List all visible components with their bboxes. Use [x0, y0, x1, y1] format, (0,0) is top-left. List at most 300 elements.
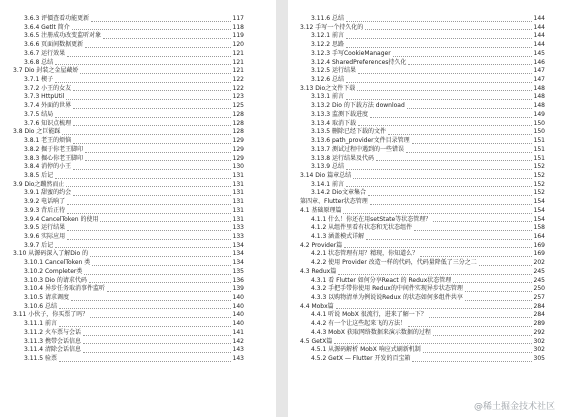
toc-entry-page-number: 151 — [533, 145, 545, 153]
dot-leader — [368, 195, 532, 196]
toc-entry-page-number: 143 — [232, 355, 244, 363]
toc-entry-title: 3.8.2 掘于你老王脚印 — [24, 145, 84, 153]
toc-entry-title: 4.5.2 GetX — Flutter 开发的百宝箱 — [311, 355, 411, 363]
toc-entry-page-number: 134 — [232, 259, 244, 267]
toc-entry-page-number: 148 — [533, 84, 545, 92]
toc-entry-page-number: 148 — [533, 102, 545, 110]
dot-leader — [72, 29, 231, 30]
toc-entry-title: 3.8.4 消停的小王 — [24, 163, 72, 171]
toc-entry[interactable] — [0, 189, 276, 198]
toc-entry-title: 3.10.1 CancelToken 类 — [24, 259, 91, 267]
toc-entry-title: 4.1.1 什么！你还在用setState等状态管理？ — [311, 215, 432, 223]
toc-entry-page-number: 122 — [232, 84, 244, 92]
toc-entry-page-number: 152 — [533, 163, 545, 171]
dot-leader — [107, 291, 231, 292]
toc-entry[interactable] — [288, 207, 567, 216]
toc-entry-title: 4.4.3 MobX 获取网络数据来演示数据的过程 — [311, 328, 431, 336]
toc-entry[interactable] — [288, 285, 567, 294]
dot-leader — [429, 317, 532, 318]
toc-entry-page-number: 143 — [232, 346, 244, 354]
dot-leader — [55, 82, 230, 83]
toc-entry-page-number: 125 — [232, 102, 244, 110]
toc-entry-page-number: 154 — [533, 206, 545, 214]
dot-leader — [85, 160, 230, 161]
dot-leader — [59, 308, 231, 309]
toc-entry-title: 3.9.1 甜蜜的约会 — [24, 189, 72, 197]
toc-entry-title: 3.6.3 评價查看功能更新 — [24, 15, 90, 22]
dot-leader — [358, 125, 532, 126]
toc-entry-title: 4.2 Provider篇 — [300, 241, 343, 249]
toc-entry[interactable] — [0, 111, 276, 120]
toc-entry-page-number: 131 — [232, 189, 244, 197]
dot-leader — [67, 56, 230, 57]
toc-entry-page-number: 147 — [533, 76, 545, 84]
toc-entry-title: 3.12.1 前言 — [311, 32, 344, 40]
toc-entry[interactable] — [288, 355, 567, 364]
dot-leader — [66, 99, 230, 100]
dot-leader — [420, 256, 531, 257]
dot-leader — [453, 282, 531, 283]
dot-leader — [370, 117, 532, 118]
toc-entry-page-number: 140 — [232, 311, 244, 319]
toc-entry-page-number: 152 — [533, 171, 545, 179]
toc-entry-page-number: 250 — [533, 285, 545, 293]
toc-entry[interactable] — [0, 32, 276, 41]
toc-entry-title: 4.3.2 手把手带你使用 Redux的中间件实现异步状态管理 — [311, 285, 463, 293]
right-page — [288, 0, 567, 417]
toc-entry-page-number: 302 — [533, 337, 545, 345]
dot-leader — [357, 90, 531, 91]
toc-entry[interactable] — [0, 163, 276, 172]
toc-entry-title: 3.7.3 HttpUtil — [24, 93, 65, 101]
toc-entry-title: 3.13.5 删除已经下载的文件 — [311, 128, 386, 136]
toc-entry[interactable] — [288, 320, 567, 329]
dot-leader — [80, 73, 230, 74]
toc-entry-page-number: 133 — [232, 224, 244, 232]
toc-entry[interactable] — [0, 76, 276, 85]
dot-leader — [344, 247, 531, 248]
toc-entry-page-number: 151 — [533, 154, 545, 162]
toc-entry[interactable] — [0, 85, 276, 94]
toc-entry-page-number: 169 — [533, 250, 545, 258]
page-gutter — [276, 0, 288, 417]
toc-entry-title: 3.9 Dio之蹦然而止 — [13, 180, 65, 188]
toc-entry[interactable] — [288, 50, 567, 59]
dot-leader — [412, 143, 532, 144]
dot-leader — [346, 47, 532, 48]
toc-entry-title: 3.8.3 掘心你老王脚印 — [24, 154, 84, 162]
dot-leader — [365, 29, 531, 30]
dot-leader — [465, 291, 532, 292]
toc-entry-title: 3.10.3 Dio 的请求代码 — [24, 276, 87, 284]
dot-leader — [90, 256, 230, 257]
dot-leader — [370, 204, 532, 205]
dot-leader — [388, 134, 532, 135]
toc-entry-page-number: 144 — [533, 15, 545, 22]
toc-entry-title: 3.13.3 监测下载进度 — [311, 110, 368, 118]
dot-leader — [73, 169, 230, 170]
toc-entry-title: 3.9.2 电话响了 — [24, 198, 66, 206]
toc-entry-title: 3.12.4 SharedPreferences持久化 — [311, 58, 407, 66]
toc-entry[interactable] — [288, 311, 567, 320]
toc-entry-page-number: 140 — [232, 302, 244, 310]
toc-entry[interactable] — [0, 93, 276, 102]
toc-entry-title: 3.13.7 测试过程中遇到的一些错误 — [311, 145, 404, 153]
dot-leader — [73, 143, 230, 144]
toc-entry[interactable] — [0, 198, 276, 207]
toc-entry-page-number: 302 — [533, 346, 545, 354]
toc-entry-title: 4.3.3 以购物清单为例说说Redux 的状态如何多组件共享 — [311, 294, 463, 301]
toc-entry-page-number: 128 — [232, 110, 244, 118]
dot-leader — [67, 239, 230, 240]
toc-entry[interactable] — [0, 207, 276, 216]
dot-leader — [55, 64, 230, 65]
toc-entry[interactable] — [0, 233, 276, 242]
toc-entry-title: 3.6.4 Getlt 简介 — [24, 23, 70, 31]
toc-entry[interactable] — [288, 93, 567, 102]
toc-entry[interactable] — [288, 41, 567, 50]
dot-leader — [85, 152, 230, 153]
toc-entry-page-number: 131 — [232, 206, 244, 214]
toc-entry[interactable] — [288, 259, 567, 268]
dot-leader — [55, 117, 230, 118]
toc-entry-title: 3.14.1 前言 — [311, 180, 344, 188]
dot-leader — [346, 169, 532, 170]
toc-entry-title: 4.4.2 有一个让这些起来飞的方法！ — [311, 320, 407, 328]
dot-leader — [90, 317, 230, 318]
toc-entry-page-number: 130 — [232, 163, 244, 171]
dot-leader — [412, 361, 531, 362]
toc-entry-page-number: 135 — [232, 267, 244, 275]
toc-entry[interactable] — [0, 172, 276, 181]
dot-leader — [73, 125, 230, 126]
toc-entry-title: 3.9.5 运行结果 — [24, 224, 66, 232]
dot-leader — [408, 64, 531, 65]
toc-entry[interactable] — [0, 311, 276, 320]
toc-entry-page-number: 164 — [533, 232, 545, 240]
left-page — [0, 0, 276, 417]
dot-leader — [83, 335, 231, 336]
toc-entry-page-number: 150 — [533, 128, 545, 136]
toc-entry[interactable] — [288, 216, 567, 225]
toc-entry-title: 第四章、Flutter状态管理 — [300, 198, 368, 206]
toc-entry-page-number: 284 — [533, 302, 545, 310]
toc-entry-page-number: 121 — [232, 58, 244, 66]
toc-entry-page-number: 150 — [533, 119, 545, 127]
toc-entry-title: 4.2.1 状态管理有用？精现，你知道么？ — [311, 250, 419, 258]
toc-entry-page-number: 154 — [533, 198, 545, 206]
dot-leader — [433, 221, 531, 222]
toc-entry[interactable] — [0, 329, 276, 338]
toc-entry[interactable] — [0, 137, 276, 146]
toc-entry-title: 3.11.5 验票 — [24, 355, 57, 363]
dot-leader — [66, 186, 230, 187]
toc-entry-title: 3.7.4 外面的世界 — [24, 102, 72, 110]
toc-entry-page-number: 289 — [533, 320, 545, 328]
toc-entry[interactable] — [288, 198, 567, 207]
toc-entry[interactable] — [288, 32, 567, 41]
toc-entry-title: 3.6.7 运行效果 — [24, 49, 66, 57]
toc-entry-title: 3.8 Dio 之巨能踩 — [13, 128, 61, 136]
toc-entry[interactable] — [288, 294, 567, 303]
dot-leader — [83, 352, 231, 353]
toc-entry[interactable] — [0, 277, 276, 286]
toc-entry[interactable] — [288, 338, 567, 347]
dot-leader — [84, 274, 230, 275]
dot-leader — [376, 160, 532, 161]
toc-entry[interactable] — [288, 102, 567, 111]
toc-entry-page-number: 120 — [232, 41, 244, 49]
toc-entry-page-number: 169 — [533, 241, 545, 249]
toc-entry-page-number: 122 — [232, 76, 244, 84]
dot-leader — [414, 230, 531, 231]
dot-leader — [67, 230, 230, 231]
toc-entry[interactable] — [0, 146, 276, 155]
toc-entry-title: 4.4.1 听说 MobX 很流行，进来了解一下？ — [311, 311, 427, 319]
toc-entry-title: 3.9.6 实际应用 — [24, 232, 66, 240]
toc-entry[interactable] — [288, 250, 567, 259]
toc-entry[interactable] — [0, 250, 276, 259]
toc-entry-page-number: 142 — [232, 337, 244, 345]
toc-entry-title: 3.9.4 CancelToken 的使用 — [24, 215, 99, 223]
toc-entry[interactable] — [288, 155, 567, 164]
toc-entry-page-number: 128 — [232, 119, 244, 127]
dot-leader — [73, 195, 230, 196]
toc-entry-title: 3.7.1 楔子 — [24, 76, 54, 84]
toc-entry-page-number: 158 — [533, 224, 545, 232]
toc-entry[interactable] — [288, 76, 567, 85]
toc-entry[interactable] — [288, 172, 567, 181]
toc-entry-title: 4.3.1 看 Flutter 如何分享React 的 Redux状态管理 — [311, 276, 452, 284]
toc-entry-page-number: 152 — [533, 189, 545, 197]
toc-entry-page-number: 131 — [232, 171, 244, 179]
dot-leader — [100, 221, 230, 222]
dot-leader — [358, 73, 532, 74]
toc-entry[interactable] — [288, 15, 567, 24]
dot-leader — [92, 265, 230, 266]
toc-list-right — [288, 15, 567, 364]
dot-leader — [408, 326, 531, 327]
toc-entry-title: 3.13.6 path_provider文件目录管理 — [311, 137, 410, 145]
dot-leader — [479, 265, 532, 266]
toc-entry-title: 3.9.7 后记 — [24, 241, 54, 249]
toc-entry[interactable] — [0, 224, 276, 233]
dot-leader — [343, 213, 531, 214]
toc-entry-page-number: 134 — [232, 241, 244, 249]
toc-entry-title: 3.7.6 知识点梳理 — [24, 119, 72, 127]
toc-entry-title: 4.3 Redux篇 — [300, 267, 337, 275]
toc-entry-title: 3.10 从源码深入了解Dio 的 — [13, 250, 89, 258]
toc-entry-title: 3.10.4 异步任务取消事件监听 — [24, 285, 105, 293]
toc-entry[interactable] — [0, 216, 276, 225]
toc-entry-page-number: 284 — [533, 311, 545, 319]
toc-entry-title: 3.11.2 火车票与会话 — [24, 328, 81, 336]
toc-entry-page-number: 140 — [232, 320, 244, 328]
dot-leader — [67, 213, 230, 214]
dot-leader — [89, 282, 231, 283]
toc-entry-page-number: 152 — [533, 180, 545, 188]
toc-entry[interactable] — [0, 294, 276, 303]
toc-entry-title: 3.9.3 背后正待 — [24, 206, 66, 214]
dot-leader — [366, 239, 531, 240]
toc-entry[interactable] — [288, 59, 567, 68]
toc-entry-title: 3.7 Dio 封装之金屋藏娇 — [13, 67, 79, 75]
toc-entry-page-number: 128 — [232, 128, 244, 136]
toc-entry-title: 3.7.5 结局 — [24, 110, 54, 118]
dot-leader — [423, 352, 532, 353]
dot-leader — [62, 134, 230, 135]
dot-leader — [59, 326, 231, 327]
toc-entry-page-number: 147 — [533, 67, 545, 75]
dot-leader — [406, 152, 532, 153]
toc-entry[interactable] — [0, 15, 276, 24]
toc-entry-title: 4.4 Mobx篇 — [300, 302, 334, 310]
dot-leader — [73, 108, 230, 109]
toc-entry-title: 3.10.5 请求调度 — [24, 294, 69, 301]
toc-entry-title: 3.13 Dio之文件下载 — [300, 84, 356, 92]
toc-entry-page-number: 129 — [232, 137, 244, 145]
dot-leader — [55, 178, 230, 179]
toc-entry-title: 4.2.2 使用 Provider 改造一样的代码，代码量降低了三分之二 — [311, 259, 477, 267]
dot-leader — [393, 56, 532, 57]
toc-entry-page-number: 141 — [232, 328, 244, 336]
toc-entry-title: 3.12 手写一个持久化的 — [300, 23, 364, 31]
toc-entry-page-number: 121 — [232, 49, 244, 57]
dot-leader — [83, 343, 231, 344]
toc-entry-title: 4.5.1 从源码解析 MobX 响应式刷新机制 — [311, 346, 421, 354]
toc-entry[interactable] — [0, 50, 276, 59]
dot-leader — [103, 38, 230, 39]
toc-entry[interactable] — [0, 102, 276, 111]
toc-entry[interactable] — [288, 233, 567, 242]
toc-entry-title: 3.10.6 总结 — [24, 302, 57, 310]
toc-entry-page-number: 131 — [232, 215, 244, 223]
toc-entry-title: 3.13.8 运行结果及代码 — [311, 154, 374, 162]
toc-entry[interactable] — [288, 163, 567, 172]
toc-entry[interactable] — [288, 268, 567, 277]
toc-entry-page-number: 257 — [533, 294, 545, 301]
toc-entry[interactable] — [0, 346, 276, 355]
toc-entry-page-number: 121 — [232, 67, 244, 75]
toc-entry[interactable] — [0, 128, 276, 137]
dot-leader — [346, 82, 532, 83]
dot-leader — [346, 21, 532, 22]
toc-entry-title: 3.8.5 后记 — [24, 171, 54, 179]
toc-entry[interactable] — [288, 111, 567, 120]
toc-entry-title: 3.11 小伙子，你买票了吗？ — [13, 311, 89, 319]
toc-entry-page-number: 151 — [533, 137, 545, 145]
dot-leader — [346, 99, 532, 100]
toc-entry-title: 4.1.3 涵盖模式详解 — [311, 232, 365, 240]
dot-leader — [346, 38, 532, 39]
dot-leader — [73, 90, 230, 91]
dot-leader — [346, 186, 532, 187]
toc-entry-title: 3.12.2 思路 — [311, 41, 344, 49]
dot-leader — [407, 108, 532, 109]
toc-entry[interactable] — [0, 285, 276, 294]
toc-entry-title: 3.6.6 页面间数据更新 — [24, 41, 84, 49]
dot-leader — [353, 178, 531, 179]
watermark: @稀土掘金技术社区 — [473, 402, 555, 412]
toc-entry-page-number: 292 — [533, 328, 545, 336]
toc-entry-title: 4.1 基础原理篇 — [300, 206, 342, 214]
toc-entry-page-number: 148 — [533, 93, 545, 101]
toc-entry[interactable] — [0, 59, 276, 68]
dot-leader — [465, 300, 532, 301]
toc-entry[interactable] — [0, 259, 276, 268]
toc-entry-page-number: 202 — [533, 259, 545, 267]
toc-entry[interactable] — [288, 67, 567, 76]
toc-entry[interactable] — [288, 224, 567, 233]
toc-entry[interactable] — [288, 128, 567, 137]
dot-leader — [91, 21, 230, 22]
toc-entry-page-number: 131 — [232, 198, 244, 206]
toc-entry-page-number: 133 — [232, 232, 244, 240]
toc-entry-title: 3.8.1 老王的烦恼 — [24, 137, 72, 145]
toc-entry-title: 3.13.9 总结 — [311, 163, 344, 171]
toc-entry-page-number: 123 — [232, 93, 244, 101]
toc-entry[interactable] — [0, 355, 276, 364]
toc-entry[interactable] — [288, 146, 567, 155]
dot-leader — [85, 47, 230, 48]
dot-leader — [67, 204, 230, 205]
toc-entry-page-number: 146 — [533, 58, 545, 66]
toc-entry[interactable] — [288, 189, 567, 198]
toc-entry-title: 3.12.6 总结 — [311, 76, 344, 84]
dot-leader — [59, 361, 231, 362]
toc-entry-page-number: 154 — [533, 215, 545, 223]
dot-leader — [55, 247, 230, 248]
toc-entry-page-number: 134 — [232, 250, 244, 258]
toc-entry-title: 3.11.6 总结 — [311, 15, 344, 22]
toc-entry-page-number: 144 — [533, 41, 545, 49]
toc-entry-title: 3.11.3 携带会话信息 — [24, 337, 81, 345]
toc-entry[interactable] — [0, 320, 276, 329]
toc-entry-title: 3.14.2 Dio文章集合 — [311, 189, 366, 197]
toc-entry[interactable] — [0, 155, 276, 164]
toc-entry-page-number: 139 — [232, 285, 244, 293]
toc-entry-title: 4.5 GetX篇 — [300, 337, 333, 345]
toc-entry[interactable] — [288, 137, 567, 146]
toc-entry-page-number: 149 — [533, 110, 545, 118]
toc-entry-page-number: 129 — [232, 145, 244, 153]
toc-entry-title: 3.14 Dio 篇章总结 — [300, 171, 352, 179]
dot-leader — [336, 308, 532, 309]
toc-entry[interactable] — [0, 338, 276, 347]
toc-entry-page-number: 305 — [533, 355, 545, 363]
toc-entry[interactable] — [0, 268, 276, 277]
toc-entry-title: 3.11.4 清除会话信息 — [24, 346, 81, 354]
dot-leader — [433, 335, 532, 336]
toc-entry-title: 3.6.8 总结 — [24, 58, 54, 66]
dot-leader — [334, 343, 531, 344]
toc-entry-title: 3.12.3 手写CookieManager — [311, 49, 391, 57]
toc-entry-page-number: 129 — [232, 154, 244, 162]
toc-entry-title: 3.10.2 Completer类 — [24, 267, 83, 275]
toc-entry[interactable] — [288, 277, 567, 286]
toc-entry[interactable] — [288, 346, 567, 355]
toc-entry[interactable] — [0, 41, 276, 50]
toc-entry-page-number: 140 — [232, 294, 244, 301]
toc-entry-page-number: 131 — [232, 180, 244, 188]
toc-entry[interactable] — [288, 329, 567, 338]
toc-entry-page-number: 136 — [232, 276, 244, 284]
toc-entry-title: 4.1.2 从组件里看有状态和无状态组件 — [311, 224, 413, 232]
toc-entry-page-number: 144 — [533, 23, 545, 31]
toc-entry[interactable] — [0, 67, 276, 76]
toc-entry-page-number: 245 — [533, 276, 545, 284]
toc-list-left — [0, 15, 276, 364]
